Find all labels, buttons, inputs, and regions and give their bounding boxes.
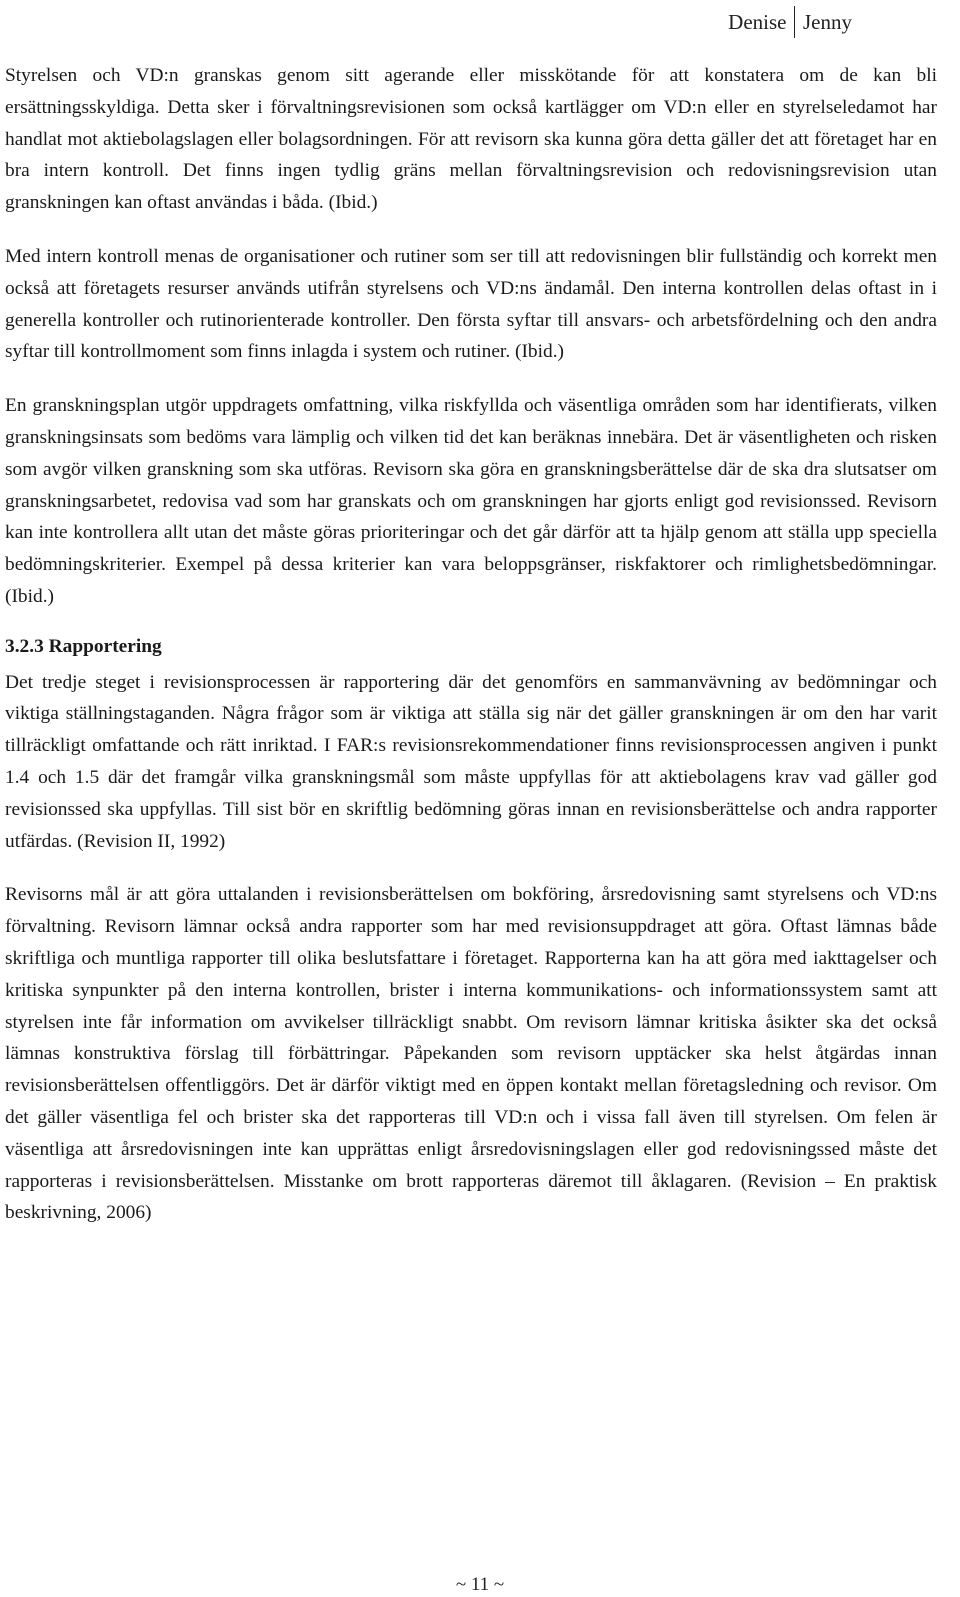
- paragraph-intern-kontroll: Med intern kontroll menas de organisationer och rutiner som ser till att redovisningen blir fullständig och korrekt men också att företagets resurser används utifrån styrelsens och VD:ns ändamål. Den interna kontrollen delas oftast in i generella kontroller och rutinorienterade kontroller. Den första syftar till ansvars- och arbetsfördelning och den andra syftar till kontrollmoment som finns inlagda i system och rutiner. (Ibid.): [5, 245, 937, 363]
- author-name-denise: Denise: [728, 9, 787, 34]
- paragraph-rapportering: Det tredje steget i revisionsprocessen är rapportering där det genomförs en sammanvävning av bedömningar och viktiga ställningstaganden. Några frågor som är viktiga att ställa sig när det gäller granskningen är om den har varit tillräckligt omfattande och rätt inriktad. I FAR:s revisionsrekommendationer finns revisionsprocessen angiven i punkt 1.4 och 1.5 där det framgår vilka granskningsmål som måste uppfyllas för att aktiebolagens krav vad gäller god revisionssed ska uppfyllas. Till sist bör en skriftlig bedömning göras innan en revisionsberättelse och andra rapporter utfärdas. (Revision II, 1992): [5, 671, 937, 852]
- page-number: ~ 11 ~: [455, 1574, 505, 1595]
- paragraph-granskningsplan: En granskningsplan utgör uppdragets omfattning, vilka riskfyllda och väsentliga områden som har identifierats, vilken granskningsinsats som bedöms vara lämplig och vilken tid det kan beräknas innebära. Det är väsentligheten och risken som avgör vilken granskning som ska utföras. Revisorn ska göra en granskningsberättelse där de ska dra slutsatser om granskningsarbetet, redovisa vad som har granskats och om granskningen har gjorts enligt god revisionssed. Revisorn kan inte kontrollera allt utan det måste göras prioriteringar och det går därför att ta hjälp genom att ställa upp speciella bedömningskriterier. Exempel på dessa kriterier kan vara beloppsgränser, riskfaktorer och rimlighetsbedömningar. (Ibid.): [5, 395, 937, 607]
- paragraph-revisorns-mal: Revisorns mål är att göra uttalanden i revisionsberättelsen om bokföring, årsredovisning samt styrelsens och VD:ns förvaltning. Revisorn lämnar också andra rapporter som har med revisionsuppdraget att göra. Oftast lämnas både skriftliga och muntliga rapporter till olika beslutsfattare i företaget. Rapporterna kan ha att göra med iakttagelser och kritiska synpunkter på den interna kontrollen, brister i interna kommunikations- och informationssystem samt att styrelsen inte får information om avvikelser tillräckligt snabbt. Om revisorn lämnar kritiska åsikter ska det också lämnas konstruktiva förslag till förbättringar. Påpekanden som revisorn upptäcker ska helst åtgärdas innan revisionsberättelsen offentliggörs. Det är därför viktigt med en öppen kontakt mellan företagsledning och revisor. Om det gäller väsentliga fel och brister ska det rapporteras till VD:n och i vissa fall även till styrelsen. Om felen är väsentliga att årsredovisningen inte kan upprättas enligt årsredovisningslagen eller god redovisningssed måste det rapporteras i revisionsberättelsen. Misstanke om brott rapporteras däremot till åklagaren. (Revision – En praktisk beskrivning, 2006): [5, 884, 937, 1224]
- paragraph-forvaltningsrevision: Styrelsen och VD:n granskas genom sitt agerande eller misskötande för att konstatera om de kan bli ersättningsskyldiga. Detta sker i förvaltningsrevisionen som också kartlägger om VD:n eller en styrelseledamot har handlat mot aktiebolagslagen eller bolagsordningen. För att revisorn ska kunna göra detta gäller det att företaget har en bra intern kontroll. Det finns ingen tydlig gräns mellan förvaltningsrevision och redovisningsrevision utan granskningen kan oftast användas i båda. (Ibid.): [5, 65, 937, 214]
- document-body: [5, 60, 937, 1229]
- page-header: [728, 6, 852, 38]
- section-heading-rapportering: 3.2.3 Rapportering: [5, 635, 162, 657]
- author-name-jenny: Jenny: [803, 9, 852, 34]
- header-divider: [794, 6, 796, 38]
